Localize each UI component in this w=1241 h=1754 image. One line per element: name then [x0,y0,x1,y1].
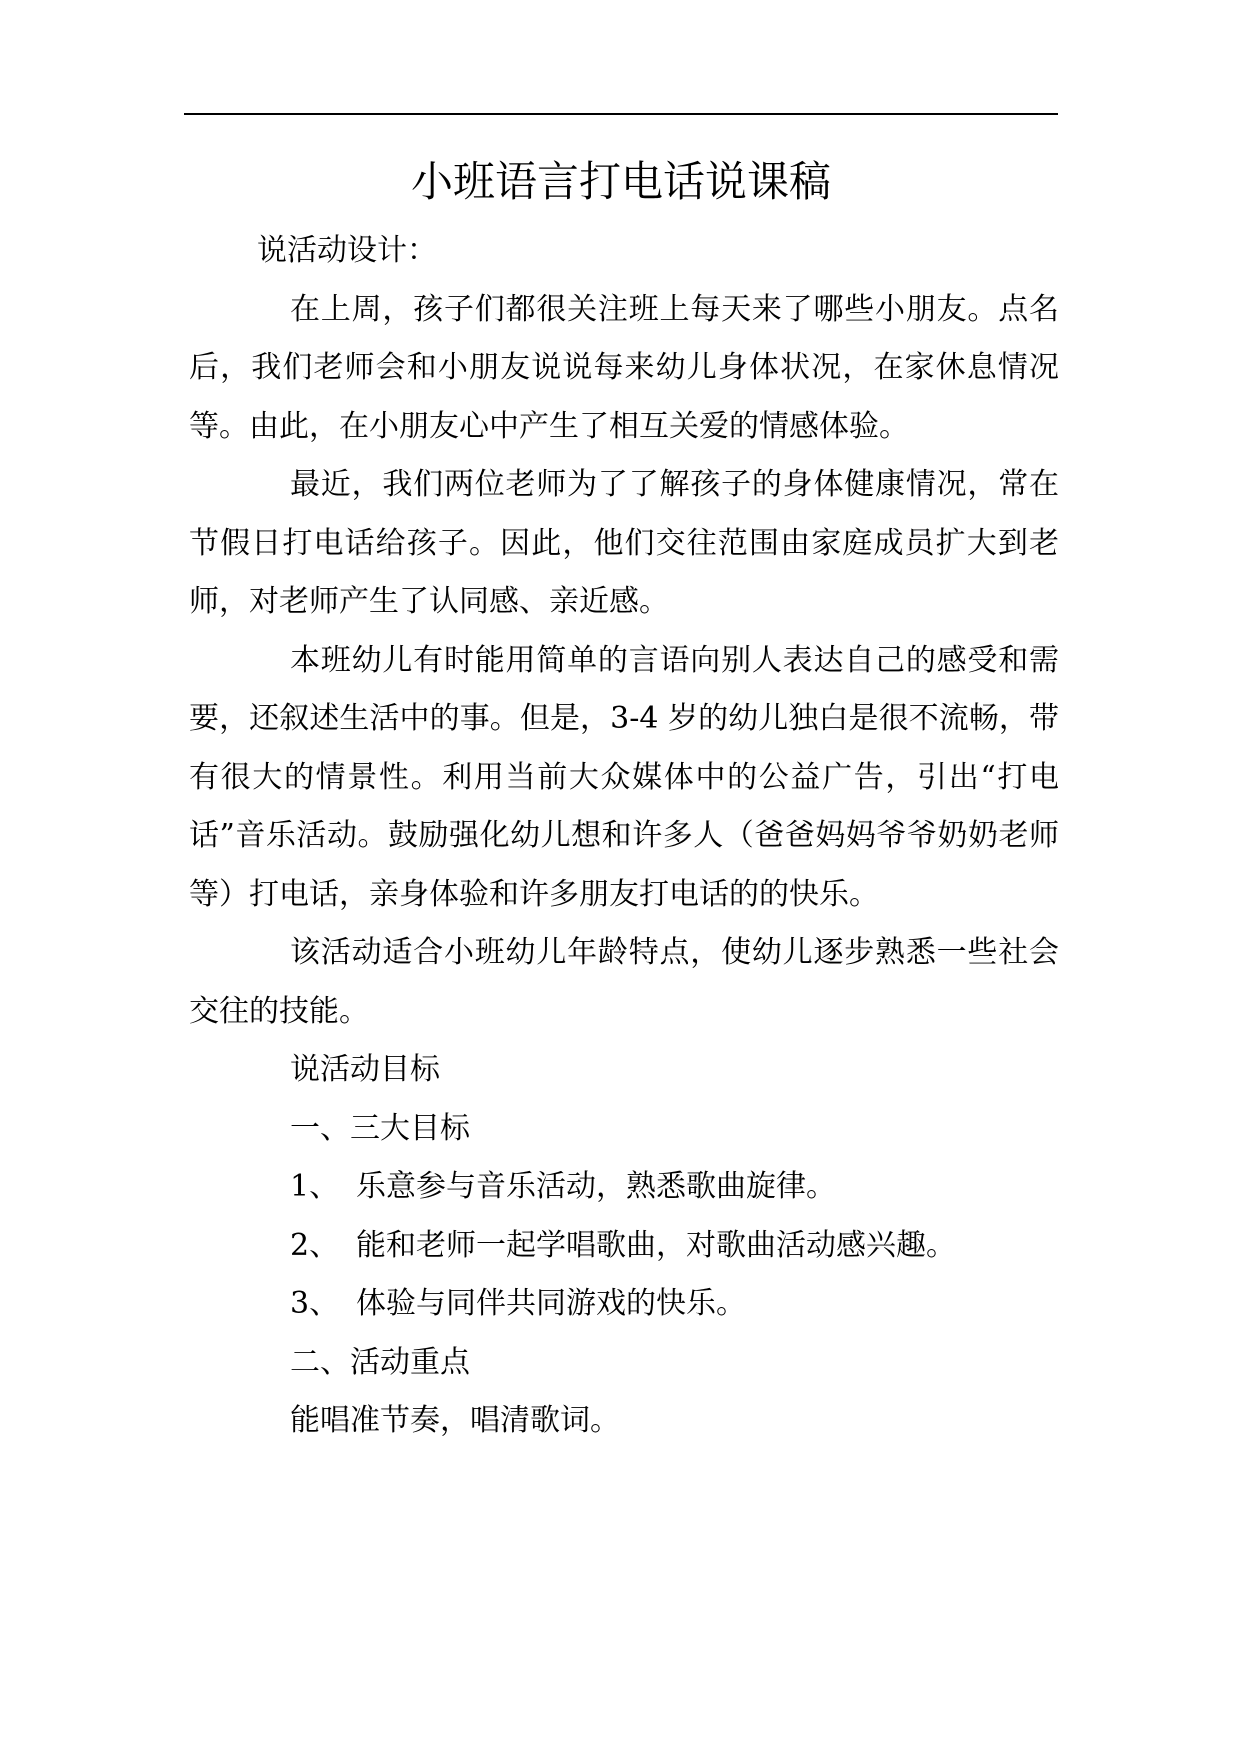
goals-heading: 一、三大目标 [290,1110,470,1146]
paragraph: 本班幼儿有时能用简单的言语向别人表达自己的感受和需要，还叙述生活中的事。但是，3-4 岁的幼儿独白是很不流畅，带有很大的情景性。利用当前大众媒体中的公益广告，引出“打电话”音乐活动。鼓励强化幼儿想和许多人（爸爸妈妈爷爷奶奶老师等）打电话，亲身体验和许多朋友打电话的的快乐。 [189,642,1059,912]
paragraph: 在上周，孩子们都很关注班上每天来了哪些小朋友。点名后，我们老师会和小朋友说说每来幼儿身体状况，在家休息情况等。由此，在小朋友心中产生了相互关爱的情感体验。 [189,291,1059,444]
section-heading-goals: 说活动目标 [290,1052,440,1087]
goal-text: 能和老师一起学唱歌曲，对歌曲活动感兴趣。 [356,1227,956,1263]
section-heading-design: 说活动设计： [257,233,437,268]
focus-text: 能唱准节奏，唱清歌词。 [290,1403,620,1438]
goal-number: 3、 [290,1286,340,1321]
goal-text: 乐意参与音乐活动，熟悉歌曲旋律。 [356,1169,836,1204]
goal-item [189,1217,1059,1276]
document-body [189,222,1059,1451]
goal-item [189,1275,1059,1334]
paragraph: 该活动适合小班幼儿年龄特点，使幼儿逐步熟悉一些社会交往的技能。 [189,935,1059,1029]
goal-text: 体验与同伴共同游戏的快乐。 [356,1286,746,1321]
paragraph: 最近，我们两位老师为了了解孩子的身体健康情况，常在节假日打电话给孩子。因此，他们交往范围由家庭成员扩大到老师，对老师产生了认同感、亲近感。 [189,467,1059,619]
focus-heading: 二、活动重点 [290,1344,470,1380]
goal-number: 1、 [290,1169,340,1204]
goal-item [189,1158,1059,1217]
document-title: 小班语言打电话说课稿 [410,157,831,206]
goal-number: 2、 [290,1227,340,1263]
header-rule [184,113,1058,115]
